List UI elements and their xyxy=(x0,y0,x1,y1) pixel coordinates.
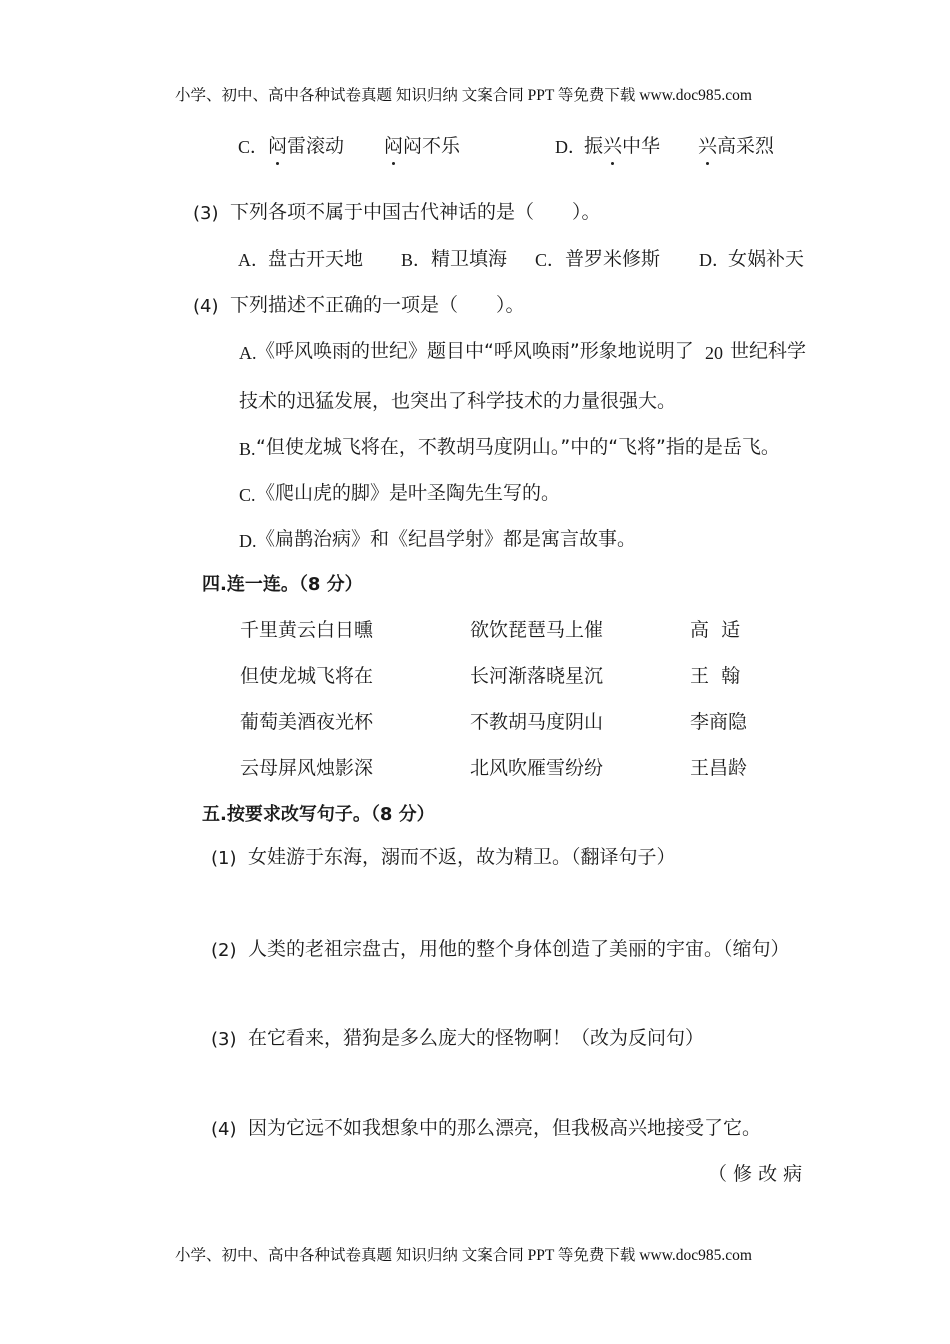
q4-option-a-line1: 《呼风唤雨的世纪》题目中“呼风唤雨”形象地说明了 xyxy=(256,340,694,362)
s5-item1-number: (1) xyxy=(211,848,237,869)
q3-option-d-text: 女娲补天 xyxy=(728,248,805,270)
s5-item2-text: 人类的老祖宗盘古，用他的整个身体创造了美丽的宇宙。（缩句） xyxy=(248,938,790,960)
q4-option-c-text: 《爬山虎的脚》是叶圣陶先生写的。 xyxy=(256,482,561,504)
match-next-line: 欲饮琵琶马上催 xyxy=(470,619,604,641)
q4-option-b-text: “但使龙城飞将在，不教胡马度阴山。”中的“飞将”指的是岳飞。 xyxy=(256,436,780,458)
q3-option-b-letter: B． xyxy=(401,250,432,270)
s5-item1-text: 女娃游于东海，溺而不返，故为精卫。（翻译句子） xyxy=(248,846,676,868)
emphasis-dot xyxy=(706,162,709,165)
q2-option-c-word2: 闷闷不乐 xyxy=(384,135,461,157)
match-poem-line: 千里黄云白日曛 xyxy=(240,619,374,641)
q4-stem: 下列描述不正确的一项是（ ）。 xyxy=(230,294,525,316)
s5-item4-text: 因为它远不如我想象中的那么漂亮，但我极高兴地接受了它。 xyxy=(248,1117,762,1139)
q3-option-a-letter: A． xyxy=(238,250,269,270)
q4-option-a-line2: 技术的迅猛发展，也突出了科学技术的力量很强大。 xyxy=(239,390,677,412)
emphasis-dot xyxy=(611,162,614,165)
q3-option-b-text: 精卫填海 xyxy=(431,248,508,270)
q3-option-c-text: 普罗米修斯 xyxy=(565,248,661,270)
q2-option-d-letter: D． xyxy=(555,137,586,157)
match-next-line: 北风吹雁雪纷纷 xyxy=(470,757,604,779)
s5-item3-text: 在它看来，猎狗是多么庞大的怪物啊！（改为反问句） xyxy=(248,1027,705,1049)
section4-title: 四.连一连。（8 分） xyxy=(202,574,363,595)
q4-option-d-text: 《扁鹊治病》和《纪昌学射》都是寓言故事。 xyxy=(256,528,637,550)
match-poem-line: 云母屏风烛影深 xyxy=(240,757,374,779)
q4-option-c-letter: C. xyxy=(239,485,256,505)
match-next-line: 不教胡马度阴山 xyxy=(470,711,604,733)
page-header: 小学、初中、高中各种试卷真题 知识归纳 文案合同 PPT 等免费下载 www.doc985.com xyxy=(175,87,752,104)
s5-item2-number: (2) xyxy=(211,940,237,961)
match-poet: 李商隐 xyxy=(690,711,748,733)
q3-option-a-text: 盘古开天地 xyxy=(268,248,364,270)
q4-option-b-letter: B. xyxy=(239,439,256,459)
q2-option-c-word1: 闷雷滚动 xyxy=(268,135,345,157)
match-poem-line: 但使龙城飞将在 xyxy=(240,665,374,687)
q3-stem: 下列各项不属于中国古代神话的是（ ）。 xyxy=(230,201,601,223)
match-poet: 王昌龄 xyxy=(690,757,748,779)
page-footer: 小学、初中、高中各种试卷真题 知识归纳 文案合同 PPT 等免费下载 www.doc985.com xyxy=(175,1247,752,1264)
q4-option-a-letter: A. xyxy=(239,343,257,363)
match-poet: 王 翰 xyxy=(690,665,741,687)
q4-number: (4) xyxy=(193,296,219,317)
q3-option-d-letter: D． xyxy=(699,250,730,270)
match-poet: 高 适 xyxy=(690,619,741,641)
match-next-line: 长河渐落晓星沉 xyxy=(470,665,604,687)
emphasis-dot xyxy=(276,162,279,165)
emphasis-dot xyxy=(392,162,395,165)
q3-option-c-letter: C． xyxy=(535,250,566,270)
q2-option-d-word2: 兴高采烈 xyxy=(698,135,775,157)
q2-option-c-letter: C． xyxy=(238,137,269,157)
match-poem-line: 葡萄美酒夜光杯 xyxy=(240,711,374,733)
q3-number: (3) xyxy=(193,203,219,224)
q4-option-a-number: 20 xyxy=(705,343,723,363)
s5-item3-number: (3) xyxy=(211,1029,237,1050)
q4-option-d-letter: D. xyxy=(239,531,257,551)
q4-option-a-line1-end: 世纪科学 xyxy=(730,340,807,362)
section5-title: 五.按要求改写句子。（8 分） xyxy=(202,804,435,825)
q2-option-d-word1: 振兴中华 xyxy=(584,135,661,157)
s5-item4-number: (4) xyxy=(211,1119,237,1140)
s5-item4-instruction: （ 修 改 病 xyxy=(708,1163,803,1185)
